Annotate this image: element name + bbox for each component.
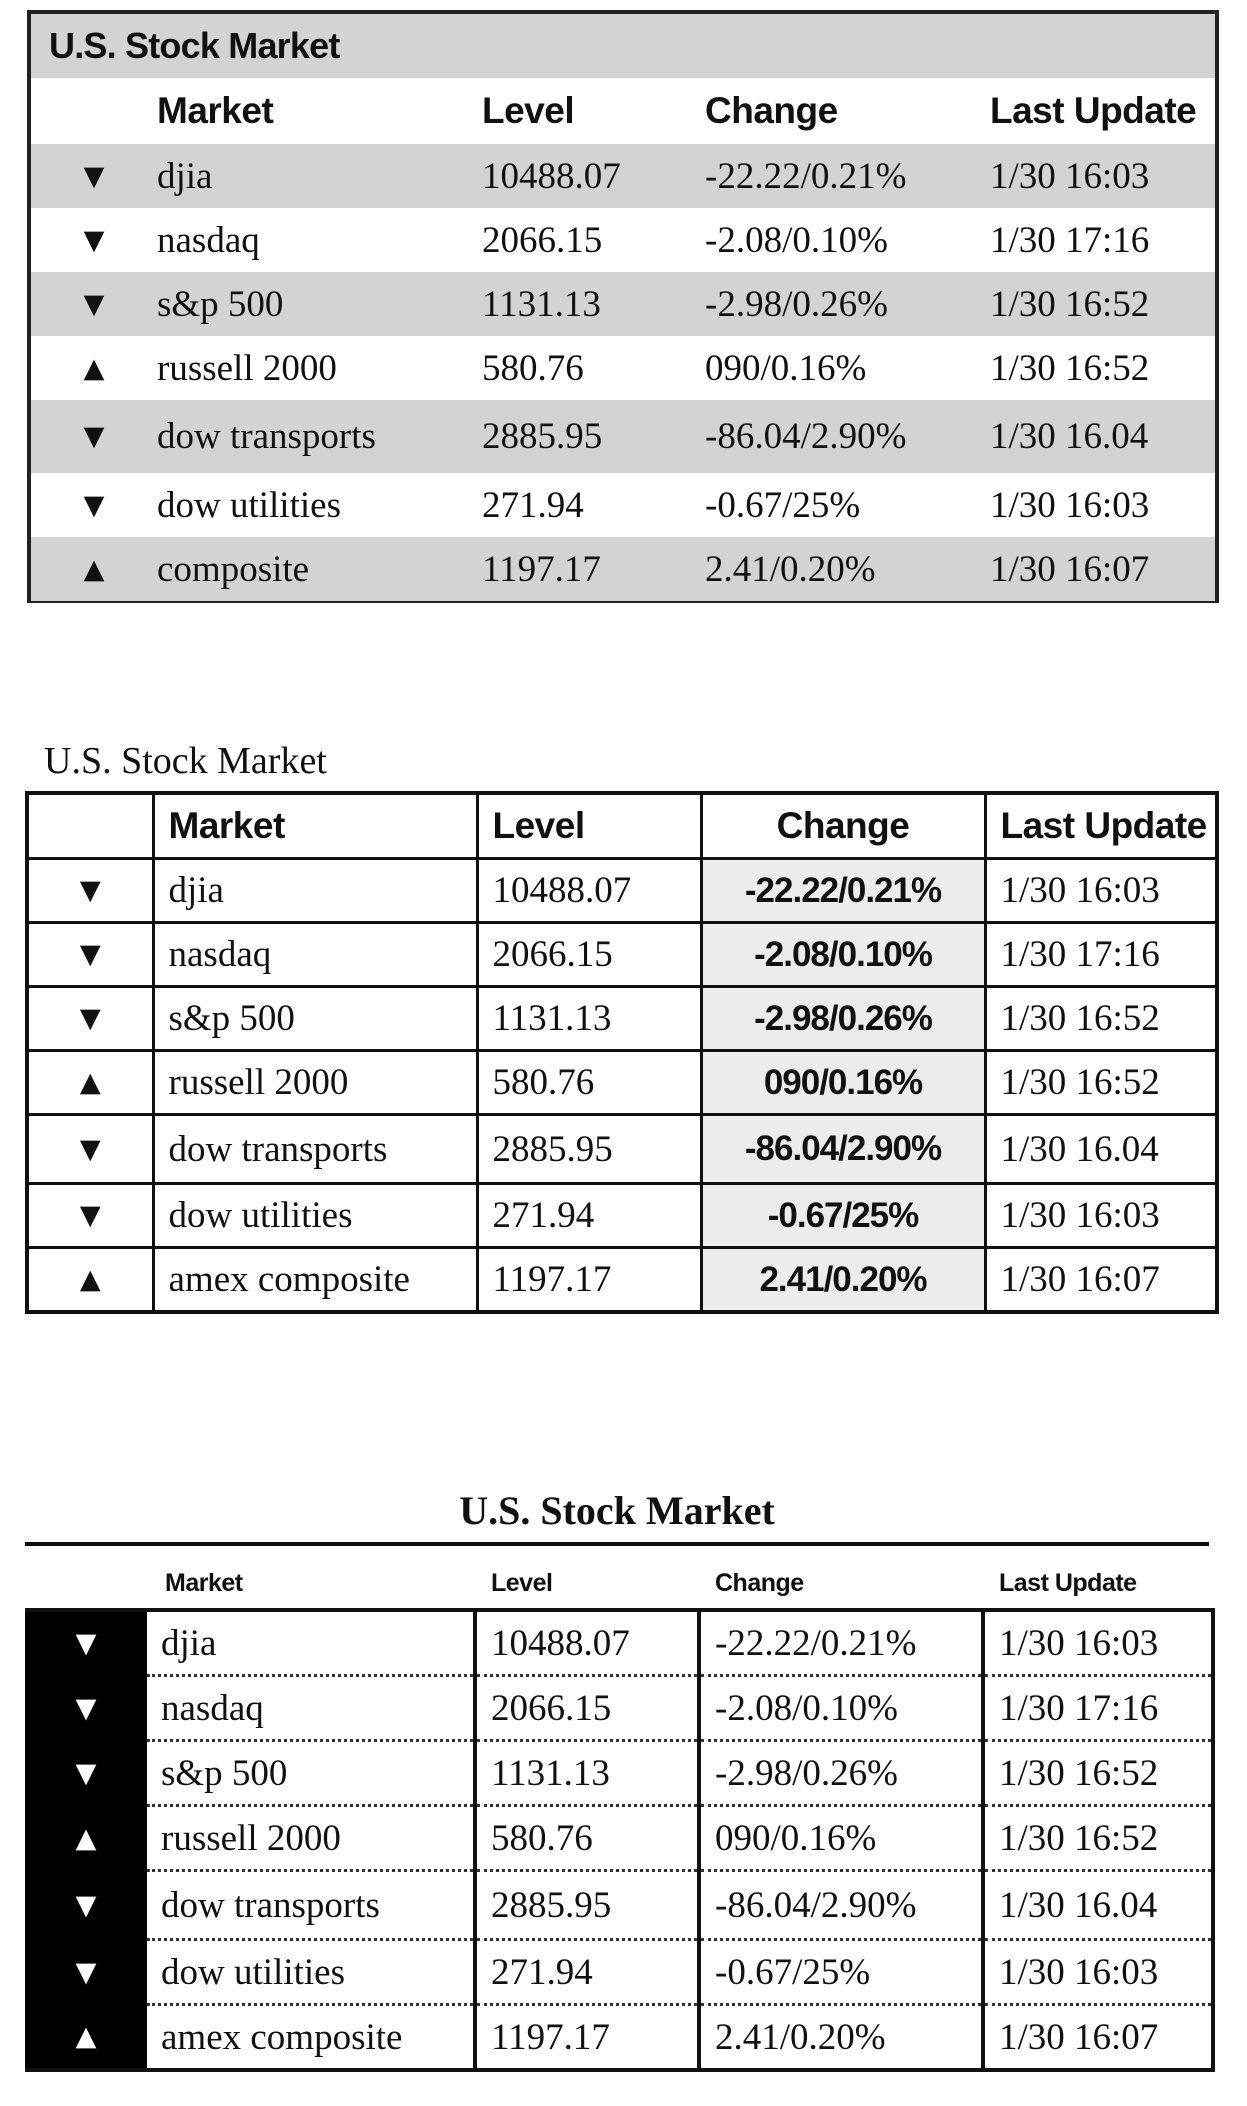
market-last-update: 1/30 16:03 bbox=[990, 484, 1150, 526]
market-name: russell 2000 bbox=[153, 1051, 477, 1115]
market-last-update: 1/30 16:07 bbox=[990, 537, 1215, 601]
market-change: 090/0.16% bbox=[705, 347, 867, 389]
market-level: 580.76 bbox=[477, 1051, 701, 1115]
table-row bbox=[31, 473, 1215, 537]
table2-header-change: Change bbox=[701, 793, 985, 859]
market-level: 2066.15 bbox=[477, 923, 701, 987]
direction-icon: ▲ bbox=[27, 1248, 153, 1313]
market-name: djia bbox=[153, 859, 477, 923]
market-level: 2066.15 bbox=[482, 219, 603, 261]
table1-header-row bbox=[31, 78, 1215, 144]
market-level: 2885.95 bbox=[482, 400, 705, 473]
table3-title-rule bbox=[25, 1542, 1209, 1546]
table-row bbox=[27, 859, 1217, 923]
market-change: -2.08/0.10% bbox=[705, 219, 888, 261]
market-change: -0.67/25% bbox=[699, 1940, 983, 2005]
market-last-update: 1/30 16:52 bbox=[985, 1051, 1217, 1115]
market-last-update: 1/30 16.04 bbox=[983, 1871, 1213, 1940]
market-last-update: 1/30 16:52 bbox=[983, 1741, 1213, 1806]
market-level: 2885.95 bbox=[475, 1871, 699, 1940]
market-change: 2.41/0.20% bbox=[701, 1248, 985, 1313]
market-change: -2.98/0.26% bbox=[699, 1741, 983, 1806]
market-last-update: 1/30 16:07 bbox=[985, 1248, 1217, 1313]
table1-title: U.S. Stock Market bbox=[31, 14, 1215, 78]
market-name: nasdaq bbox=[147, 1676, 475, 1741]
table-row bbox=[25, 1676, 1213, 1741]
table3 bbox=[25, 1608, 1215, 2072]
table2 bbox=[25, 791, 1219, 1314]
direction-icon: ▲ bbox=[27, 1051, 153, 1115]
direction-icon: ▼ bbox=[25, 1940, 147, 2005]
direction-icon: ▼ bbox=[31, 272, 157, 336]
market-change: -22.22/0.21% bbox=[701, 859, 985, 923]
market-change: -2.98/0.26% bbox=[705, 272, 990, 336]
market-level: 1131.13 bbox=[475, 1741, 699, 1806]
direction-icon: ▼ bbox=[25, 1871, 147, 1940]
market-name: dow transports bbox=[153, 1115, 477, 1184]
market-level: 1197.17 bbox=[477, 1248, 701, 1313]
table-row bbox=[31, 208, 1215, 272]
table1-header-last-update: Last Update bbox=[990, 90, 1197, 131]
market-last-update: 1/30 16:52 bbox=[990, 347, 1150, 389]
market-name: amex composite bbox=[153, 1248, 477, 1313]
market-change: -2.08/0.10% bbox=[701, 923, 985, 987]
market-last-update: 1/30 16.04 bbox=[985, 1115, 1217, 1184]
market-name: composite bbox=[157, 537, 482, 601]
table-row bbox=[25, 1610, 1213, 1676]
direction-icon: ▲ bbox=[25, 2005, 147, 2071]
market-change: -22.22/0.21% bbox=[699, 1610, 983, 1676]
table-row bbox=[27, 1248, 1217, 1313]
market-name: dow transports bbox=[147, 1871, 475, 1940]
market-name: dow utilities bbox=[147, 1940, 475, 2005]
market-change: -86.04/2.90% bbox=[699, 1871, 983, 1940]
market-change: -2.08/0.10% bbox=[699, 1676, 983, 1741]
table-row bbox=[31, 144, 1215, 208]
table-row bbox=[27, 1115, 1217, 1184]
table3-header-change: Change bbox=[715, 1568, 804, 1597]
table3-header-level: Level bbox=[491, 1568, 553, 1597]
market-name: russell 2000 bbox=[157, 347, 337, 389]
direction-icon: ▼ bbox=[31, 144, 157, 208]
market-last-update: 1/30 16:52 bbox=[990, 272, 1215, 336]
market-last-update: 1/30 16:03 bbox=[990, 144, 1215, 208]
market-name: djia bbox=[157, 144, 482, 208]
market-change: -86.04/2.90% bbox=[705, 400, 990, 473]
direction-icon: ▲ bbox=[31, 537, 157, 601]
market-last-update: 1/30 17:16 bbox=[983, 1676, 1213, 1741]
table-row bbox=[25, 1741, 1213, 1806]
table2-header-level: Level bbox=[477, 793, 701, 859]
market-last-update: 1/30 16:07 bbox=[983, 2005, 1213, 2071]
table2-header-row bbox=[27, 793, 1217, 859]
table-row bbox=[25, 1940, 1213, 2005]
direction-icon: ▼ bbox=[27, 1184, 153, 1248]
table-row bbox=[27, 1051, 1217, 1115]
direction-icon: ▼ bbox=[27, 1115, 153, 1184]
table1 bbox=[31, 78, 1215, 601]
market-level: 10488.07 bbox=[477, 859, 701, 923]
market-change: -0.67/25% bbox=[705, 484, 861, 526]
market-last-update: 1/30 16:03 bbox=[985, 1184, 1217, 1248]
market-change: 090/0.16% bbox=[701, 1051, 985, 1115]
market-name: s&p 500 bbox=[157, 272, 482, 336]
market-change: -86.04/2.90% bbox=[701, 1115, 985, 1184]
direction-icon: ▼ bbox=[27, 859, 153, 923]
market-last-update: 1/30 16:03 bbox=[983, 1610, 1213, 1676]
market-level: 271.94 bbox=[475, 1940, 699, 2005]
market-level: 10488.07 bbox=[475, 1610, 699, 1676]
market-level: 580.76 bbox=[475, 1806, 699, 1871]
table-row bbox=[25, 1806, 1213, 1871]
table1-header-market: Market bbox=[157, 90, 274, 131]
market-name: s&p 500 bbox=[147, 1741, 475, 1806]
table-row bbox=[25, 1871, 1213, 1940]
market-level: 1131.13 bbox=[477, 987, 701, 1051]
direction-icon: ▼ bbox=[83, 489, 105, 521]
direction-icon: ▲ bbox=[83, 352, 105, 384]
table-row bbox=[31, 537, 1215, 601]
market-name: amex composite bbox=[161, 2016, 403, 2058]
market-change: -2.98/0.26% bbox=[701, 987, 985, 1051]
market-name: russell 2000 bbox=[147, 1806, 475, 1871]
table1-header-change: Change bbox=[705, 90, 838, 131]
market-change: -22.22/0.21% bbox=[705, 144, 990, 208]
market-level: 2885.95 bbox=[477, 1115, 701, 1184]
market-last-update: 1/30 16:52 bbox=[983, 1806, 1213, 1871]
market-name: nasdaq bbox=[153, 923, 477, 987]
market-level: 2066.15 bbox=[475, 1676, 699, 1741]
market-last-update: 1/30 16:03 bbox=[983, 1940, 1213, 2005]
market-last-update: 1/30 17:16 bbox=[985, 923, 1217, 987]
market-name: s&p 500 bbox=[153, 987, 477, 1051]
direction-icon: ▼ bbox=[27, 923, 153, 987]
table3-header-row bbox=[25, 1558, 1213, 1608]
table-row bbox=[27, 987, 1217, 1051]
market-last-update: 1/30 16:52 bbox=[985, 987, 1217, 1051]
market-change: -0.67/25% bbox=[701, 1184, 985, 1248]
market-level: 271.94 bbox=[482, 484, 584, 526]
table3-header-last-update: Last Update bbox=[999, 1568, 1137, 1597]
market-name: djia bbox=[147, 1610, 475, 1676]
market-level: 10488.07 bbox=[482, 144, 705, 208]
market-last-update: 1/30 16.04 bbox=[990, 400, 1215, 473]
market-level: 1131.13 bbox=[482, 272, 705, 336]
table1-header-level: Level bbox=[482, 90, 575, 131]
table-row bbox=[27, 1184, 1217, 1248]
direction-icon: ▼ bbox=[83, 224, 105, 256]
market-name: dow utilities bbox=[153, 1184, 477, 1248]
market-level: 1197.17 bbox=[475, 2005, 699, 2071]
table3-header-market: Market bbox=[165, 1568, 243, 1597]
direction-icon: ▲ bbox=[25, 1806, 147, 1871]
market-name: dow transports bbox=[157, 400, 482, 473]
direction-icon: ▼ bbox=[25, 1741, 147, 1806]
table-row bbox=[31, 272, 1215, 336]
table-row bbox=[27, 923, 1217, 987]
direction-icon: ▼ bbox=[27, 987, 153, 1051]
table3-title: U.S. Stock Market bbox=[459, 1488, 775, 1533]
market-last-update: 1/30 16:03 bbox=[985, 859, 1217, 923]
direction-icon: ▼ bbox=[25, 1676, 147, 1741]
market-level: 271.94 bbox=[477, 1184, 701, 1248]
table2-header-market: Market bbox=[153, 793, 477, 859]
market-last-update: 1/30 17:16 bbox=[990, 219, 1150, 261]
market-name: nasdaq bbox=[157, 219, 260, 261]
market-change: 2.41/0.20% bbox=[705, 537, 990, 601]
market-level: 1197.17 bbox=[482, 537, 705, 601]
direction-icon: ▼ bbox=[25, 1610, 147, 1676]
market-change: 2.41/0.20% bbox=[699, 2005, 983, 2071]
table-row bbox=[31, 400, 1215, 473]
market-change: 090/0.16% bbox=[699, 1806, 983, 1871]
direction-icon: ▼ bbox=[31, 400, 157, 473]
table2-header-last-update: Last Update bbox=[985, 793, 1217, 859]
market-level: 580.76 bbox=[482, 347, 584, 389]
table3-header bbox=[25, 1558, 1213, 1608]
table2-title: U.S. Stock Market bbox=[44, 740, 327, 782]
market-name: dow utilities bbox=[157, 484, 341, 526]
table-row bbox=[31, 336, 1215, 400]
table-row bbox=[25, 2005, 1213, 2071]
